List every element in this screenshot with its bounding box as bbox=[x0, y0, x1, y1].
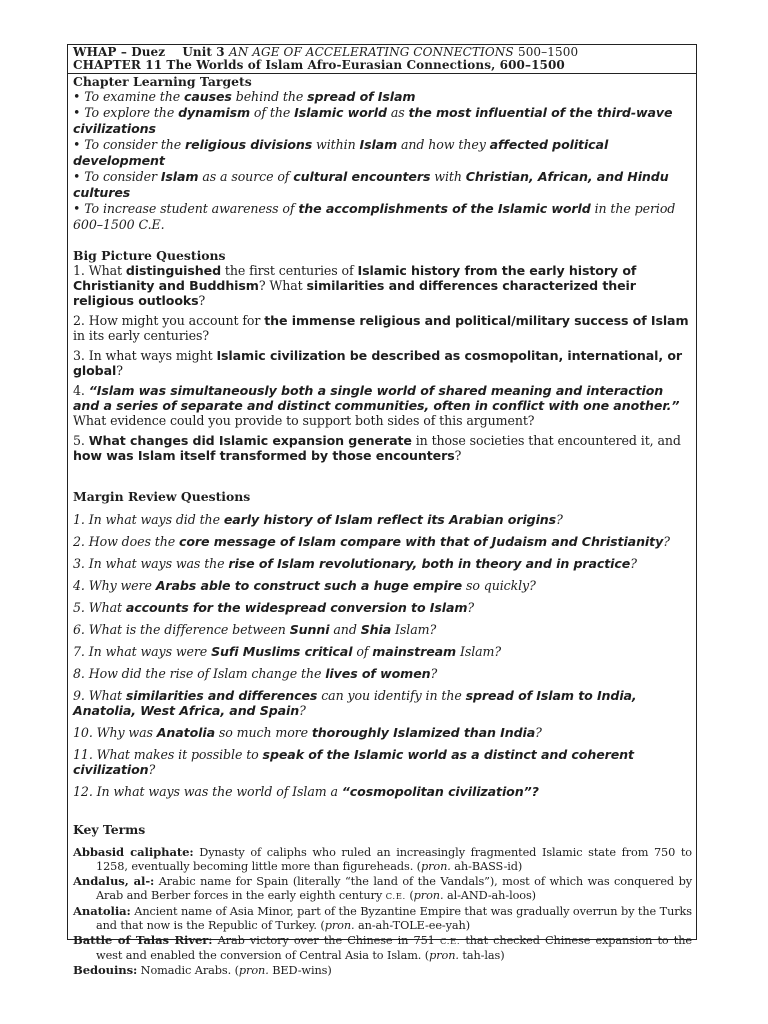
key-term-name: Abbasid caliphate: bbox=[73, 845, 194, 859]
emphasis-text: thoroughly Islamized than India bbox=[311, 725, 536, 740]
emphasis-text: Christian, African, and Hindu cultures bbox=[73, 169, 669, 200]
emphasis-text: spread of Islam bbox=[307, 89, 416, 104]
margin-review-question bbox=[73, 534, 692, 549]
body-text: an-ah-TOLE-ee-yah) bbox=[354, 919, 471, 932]
body-text: and bbox=[329, 622, 361, 637]
pronunciation-label: pron. bbox=[238, 964, 269, 977]
body-text: ? What bbox=[258, 278, 307, 293]
body-text: Arab victory over the Chinese in 751 bbox=[212, 934, 440, 947]
body-text: ? bbox=[663, 534, 670, 549]
learning-target bbox=[73, 105, 692, 137]
body-text: ? bbox=[535, 725, 542, 740]
body-text: Islam? bbox=[456, 644, 502, 659]
big-picture-question bbox=[73, 313, 692, 343]
emphasis-text: “cosmopolitan civilization”? bbox=[341, 784, 539, 799]
body-text: al-AND-ah-loos) bbox=[443, 889, 536, 902]
margin-review-list bbox=[73, 512, 692, 799]
emphasis-text: early history of Islam reflect its Arabian origins bbox=[223, 512, 557, 527]
body-text: 11. What makes it possible to bbox=[73, 747, 263, 762]
emphasis-text: accounts for the widespread conversion to Islam bbox=[125, 600, 468, 615]
body-text: What evidence could you provide to support both sides of this argument? bbox=[73, 413, 535, 428]
body-text: 4. bbox=[73, 383, 89, 398]
body-text: 6. What is the difference between bbox=[73, 622, 290, 637]
key-term-name: Bedouins: bbox=[73, 963, 138, 977]
body-text: ( bbox=[405, 889, 414, 902]
body-text: 9. What bbox=[73, 688, 126, 703]
margin-review-question bbox=[73, 622, 692, 637]
big-picture-list bbox=[73, 263, 692, 463]
key-term-entry bbox=[73, 933, 692, 963]
body-text: Ancient name of Asia Minor, part of the Byzantine Empire that was gradually overrun by the Turks and that now is the Republic of Turkey. ( bbox=[96, 905, 692, 932]
margin-review-question bbox=[73, 784, 692, 799]
emphasis-text: the accomplishments of the Islamic world bbox=[298, 201, 591, 216]
body-text: of the bbox=[250, 105, 295, 120]
body-text: with bbox=[430, 169, 466, 184]
body-text: 1. What bbox=[73, 263, 126, 278]
body-text: Islam? bbox=[391, 622, 437, 637]
body-text: in its early centuries? bbox=[73, 328, 210, 343]
key-term-name: Anatolia: bbox=[73, 904, 131, 918]
body-text: ? bbox=[148, 762, 156, 777]
body-text: so much more bbox=[214, 725, 312, 740]
emphasis-text: Islam bbox=[359, 137, 398, 152]
body-text: and how they bbox=[397, 137, 490, 152]
key-term-entry bbox=[73, 845, 692, 874]
emphasis-text: affected political development bbox=[73, 137, 609, 168]
emphasis-text: Islam bbox=[160, 169, 199, 184]
emphasis-text: similarities and differences characterized their religious outlooks bbox=[73, 278, 636, 308]
body-text: 3. In what ways was the bbox=[73, 556, 229, 571]
body-text: as a source of bbox=[198, 169, 294, 184]
body-text: 3. In what ways might bbox=[73, 348, 217, 363]
body-text: ? bbox=[630, 556, 637, 571]
emphasis-text: religious divisions bbox=[185, 137, 313, 152]
emphasis-text: spread of Islam to India, Anatolia, West Africa, and Spain bbox=[73, 688, 637, 718]
unit-label: Unit 3 bbox=[182, 45, 225, 59]
margin-review-question bbox=[73, 666, 692, 681]
margin-review-question bbox=[73, 688, 692, 718]
pronunciation-label: pron. bbox=[420, 860, 451, 873]
key-term-entry bbox=[73, 874, 692, 904]
quoted-emphasis-text: “Islam was simultaneously both a single world of shared meaning and interaction and a series of separate and distinct communities, often in conflict with one another.” bbox=[73, 383, 680, 413]
big-picture-question bbox=[73, 383, 692, 428]
emphasis-text: distinguished bbox=[125, 263, 222, 278]
body-text: Dynasty of caliphs who ruled an increasingly fragmented Islamic state from 750 to 1258, eventually becoming little more than figureheads. ( bbox=[96, 846, 692, 873]
body-text: 8. How did the rise of Islam change the bbox=[73, 666, 326, 681]
margin-review-question bbox=[73, 600, 692, 615]
body-text: 4. Why were bbox=[73, 578, 156, 593]
learning-target bbox=[73, 137, 692, 169]
body-text: 10. Why was bbox=[73, 725, 157, 740]
emphasis-text: similarities and differences bbox=[125, 688, 318, 703]
emphasis-text: mainstream bbox=[372, 644, 457, 659]
worksheet-content bbox=[68, 75, 696, 978]
body-text: ? bbox=[430, 666, 438, 681]
body-text: 2. How might you account for bbox=[73, 313, 265, 328]
body-text: 7. In what ways were bbox=[73, 644, 212, 659]
key-term-name: Andalus, al-: bbox=[73, 874, 155, 888]
key-term-entry bbox=[73, 904, 692, 933]
body-text: • To explore the bbox=[73, 105, 179, 120]
emphasis-text: Islamic history from the early history of Christianity and Buddhism bbox=[73, 263, 637, 293]
body-text: 2. How does the bbox=[73, 534, 179, 549]
emphasis-text: core message of Islam compare with that of Judaism and Christianity bbox=[178, 534, 664, 549]
body-text: of bbox=[352, 644, 373, 659]
margin-review-question bbox=[73, 512, 692, 527]
pronunciation-label: pron. bbox=[429, 949, 459, 962]
big-picture-heading: Big Picture Questions bbox=[73, 248, 226, 263]
emphasis-text: Arabs able to construct such a huge empire bbox=[155, 578, 463, 593]
body-text: 12. In what ways was the world of Islam a bbox=[73, 784, 342, 799]
learning-targets-heading: Chapter Learning Targets bbox=[73, 74, 252, 89]
emphasis-text: Shia bbox=[360, 622, 392, 637]
body-text: BED-wins) bbox=[268, 964, 332, 977]
body-text: in those societies that encountered it, and bbox=[411, 433, 681, 448]
margin-review-question bbox=[73, 644, 692, 659]
body-text: • To examine the bbox=[73, 89, 184, 104]
body-text: ? bbox=[198, 293, 206, 308]
big-picture-question bbox=[73, 433, 692, 463]
key-term-name: Battle of Talas River: bbox=[73, 933, 213, 947]
body-text: ah-BASS-id) bbox=[450, 860, 523, 873]
learning-target bbox=[73, 89, 692, 105]
body-text: that checked Chinese expansion to the west and enabled the conversion of Central Asia to Islam. ( bbox=[96, 934, 692, 962]
emphasis-text: how was Islam itself transformed by those encounters bbox=[73, 448, 455, 463]
emphasis-text: Sunni bbox=[289, 622, 330, 637]
emphasis-text: cultural encounters bbox=[293, 169, 431, 184]
margin-review-heading: Margin Review Questions bbox=[73, 489, 251, 504]
era-abbreviation: C.E. bbox=[439, 937, 461, 947]
emphasis-text: the immense religious and political/military success of Islam bbox=[264, 313, 689, 328]
body-text: 5. What bbox=[73, 600, 126, 615]
worksheet-page bbox=[67, 44, 697, 977]
body-text: • To consider the bbox=[73, 137, 186, 152]
emphasis-text: Islamic world bbox=[294, 105, 387, 120]
emphasis-text: speak of the Islamic world as a distinct and coherent civilization bbox=[73, 747, 634, 777]
big-picture-question bbox=[73, 348, 692, 378]
body-text: ? bbox=[454, 448, 462, 463]
body-text: the first centuries of bbox=[221, 263, 358, 278]
emphasis-text: Anatolia bbox=[156, 725, 215, 740]
key-term-entry bbox=[73, 963, 692, 978]
body-text: in the period 600–1500 C.E. bbox=[73, 201, 676, 232]
unit-title: AN AGE OF ACCELERATING CONNECTIONS bbox=[229, 45, 514, 59]
body-text: Arabic name for Spain (literally “the land of the Vandals”), most of which was conquered by Arab and Berber forces in the early eighth century bbox=[96, 875, 692, 902]
body-text: as bbox=[386, 105, 409, 120]
key-terms-list bbox=[73, 845, 692, 978]
body-text: Nomadic Arabs. ( bbox=[137, 964, 239, 977]
emphasis-text: rise of Islam revolutionary, both in theory and in practice bbox=[228, 556, 631, 571]
unit-dates: 500–1500 bbox=[517, 45, 579, 59]
body-text: ? bbox=[116, 363, 123, 378]
header-line-2: CHAPTER 11 The Worlds of Islam Afro-Eurasian Connections, 600–1500 bbox=[73, 58, 565, 72]
body-text: within bbox=[312, 137, 360, 152]
pronunciation-label: pron. bbox=[413, 889, 444, 902]
course-name: WHAP – Duez bbox=[73, 45, 166, 59]
margin-review-question bbox=[73, 725, 692, 740]
body-text: • To increase student awareness of bbox=[73, 201, 299, 216]
learning-targets-list bbox=[73, 89, 692, 233]
pronunciation-label: pron. bbox=[324, 919, 355, 932]
body-text: can you identify in the bbox=[317, 688, 466, 703]
margin-review-question bbox=[73, 556, 692, 571]
body-text: so quickly? bbox=[462, 578, 536, 593]
body-text: 5. bbox=[73, 433, 89, 448]
era-abbreviation: C.E. bbox=[385, 892, 406, 902]
big-picture-question bbox=[73, 263, 692, 308]
body-text: tah-las) bbox=[458, 949, 505, 962]
learning-target bbox=[73, 201, 692, 233]
margin-review-question bbox=[73, 578, 692, 593]
learning-target bbox=[73, 169, 692, 201]
body-text: ? bbox=[467, 600, 475, 615]
worksheet-header bbox=[68, 45, 696, 74]
key-terms-heading: Key Terms bbox=[73, 822, 146, 837]
emphasis-text: dynamism bbox=[178, 105, 251, 120]
body-text: behind the bbox=[231, 89, 308, 104]
margin-review-question bbox=[73, 747, 692, 777]
body-text: • To consider bbox=[73, 169, 161, 184]
emphasis-text: lives of women bbox=[325, 666, 431, 681]
emphasis-text: causes bbox=[183, 89, 232, 104]
emphasis-text: Sufi Muslims critical bbox=[211, 644, 353, 659]
body-text: ? bbox=[556, 512, 563, 527]
emphasis-text: Islamic civilization be described as cosmopolitan, international, or global bbox=[73, 348, 683, 378]
body-text: ? bbox=[299, 703, 306, 718]
emphasis-text: the most influential of the third-wave civilizations bbox=[73, 105, 673, 136]
body-text: 1. In what ways did the bbox=[73, 512, 224, 527]
emphasis-text: What changes did Islamic expansion generate bbox=[88, 433, 412, 448]
